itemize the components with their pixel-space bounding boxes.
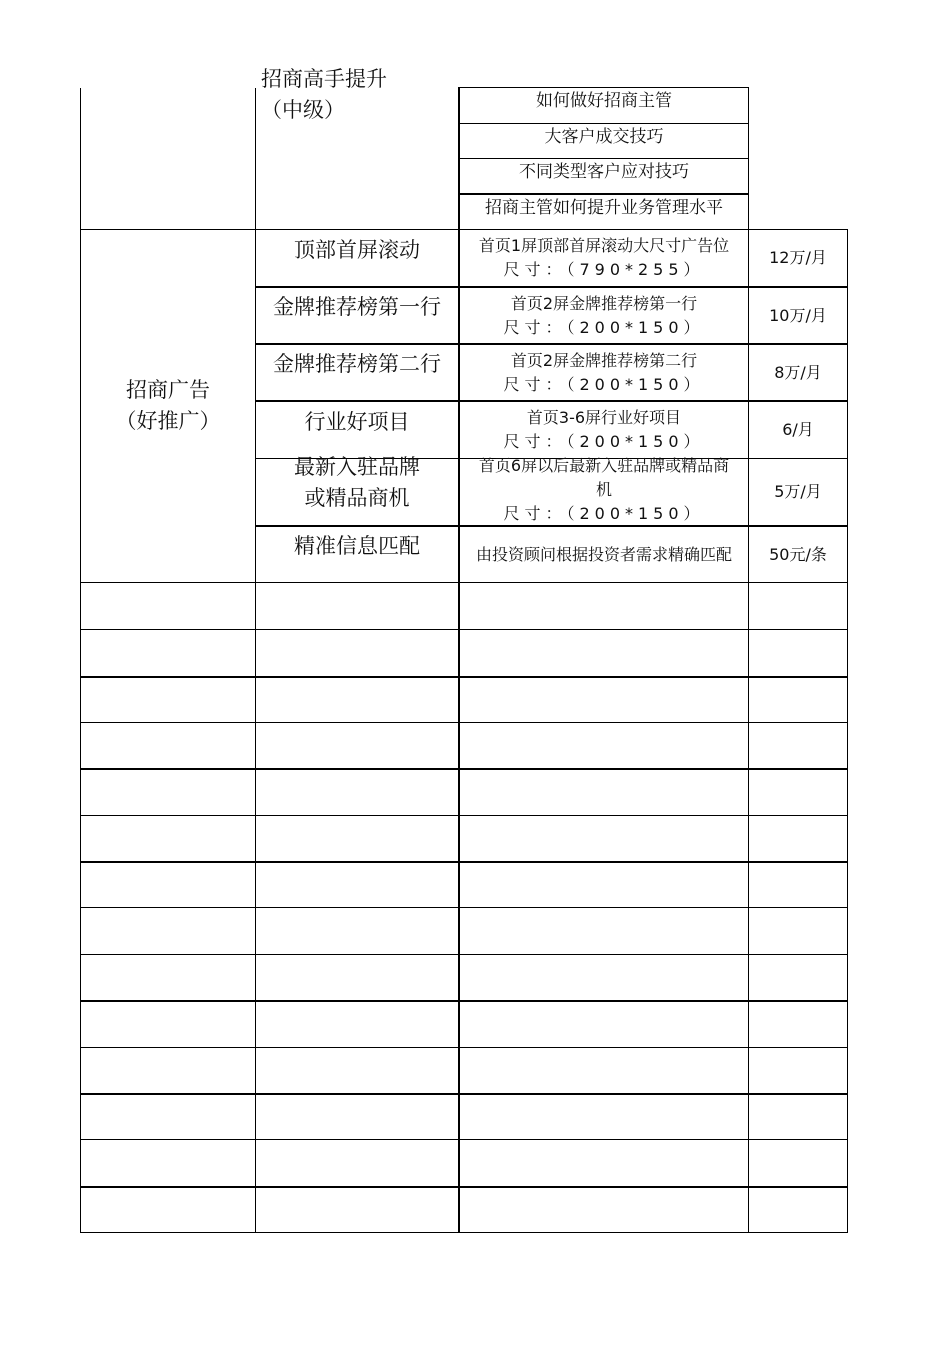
- ad-desc: [460, 402, 748, 458]
- ad-price: 10万/月: [769, 305, 827, 325]
- training-item: 招商主管如何提升业务管理水平: [485, 198, 723, 218]
- table-border-bottom: [80, 1232, 848, 1233]
- ad-name: 顶部首屏滚动: [294, 237, 420, 262]
- row-line: [80, 1000, 848, 1002]
- ad-size: 尺寸：（200*150）: [503, 374, 705, 394]
- ad-desc-text: 首页1屏顶部首屏滚动大尺寸广告位: [478, 236, 730, 255]
- row-line: [80, 676, 848, 678]
- ad-name-line2: 或精品商机: [304, 486, 410, 510]
- ad-desc: [460, 230, 748, 286]
- ad-name: 金牌推荐榜第二行: [273, 351, 441, 376]
- training-item: 大客户成交技巧: [544, 127, 664, 147]
- row-line: [80, 1186, 848, 1188]
- training-label: [261, 64, 451, 126]
- ad-size: 尺寸：（200*150）: [503, 504, 705, 523]
- training-item: 不同类型客户应对技巧: [519, 162, 689, 182]
- row-line: [80, 1047, 848, 1048]
- row-line: [80, 815, 848, 816]
- ad-price: 12万/月: [769, 248, 827, 267]
- ad-desc: [460, 288, 748, 343]
- training-item: 如何做好招商主管: [536, 91, 672, 111]
- row-line: [80, 629, 848, 630]
- ad-desc-line1: 首页6屏以后最新入驻品牌或精品商: [478, 456, 730, 475]
- table-border-right: [847, 230, 848, 1233]
- ad-desc: [460, 454, 748, 526]
- ad-price: 8万/月: [774, 362, 822, 382]
- ad-price: 50元/条: [769, 544, 827, 564]
- ad-price: 5万/月: [774, 482, 822, 501]
- ad-desc: [460, 345, 748, 400]
- ad-name: [256, 452, 458, 514]
- row-line: [80, 954, 848, 955]
- row-line: [80, 907, 848, 908]
- row-line: [80, 582, 848, 583]
- ad-group-label-line1: 招商广告: [126, 378, 210, 402]
- training-label-line2: （中级）: [261, 98, 345, 122]
- ad-name: 精准信息匹配: [294, 533, 420, 558]
- ad-desc-line2: 机: [595, 480, 612, 499]
- row-line: [80, 861, 848, 863]
- ad-price: 6/月: [782, 420, 814, 439]
- ad-group-label-line2: （好推广）: [115, 409, 221, 433]
- ad-name: 行业好项目: [304, 409, 410, 434]
- ad-desc: 由投资顾问根据投资者需求精确匹配: [475, 544, 732, 564]
- ad-desc-text: 首页2屏金牌推荐榜第一行: [510, 293, 698, 313]
- ad-size: 尺寸：（200*150）: [503, 432, 705, 451]
- row-line: [80, 1139, 848, 1140]
- row-line: [80, 1093, 848, 1095]
- row-line: [80, 722, 848, 723]
- training-label-line1: 招商高手提升: [261, 67, 387, 91]
- ad-size: 尺寸：（790*255）: [503, 260, 705, 279]
- ad-name-line1: 最新入驻品牌: [294, 455, 420, 479]
- ad-desc-text: 首页2屏金牌推荐榜第二行: [510, 350, 698, 370]
- ad-name: 金牌推荐榜第一行: [273, 294, 441, 319]
- ad-group-label: [81, 230, 255, 582]
- row-line: [80, 768, 848, 770]
- ad-size: 尺寸：（200*150）: [503, 317, 705, 337]
- ad-desc-text: 首页3-6屏行业好项目: [526, 408, 682, 427]
